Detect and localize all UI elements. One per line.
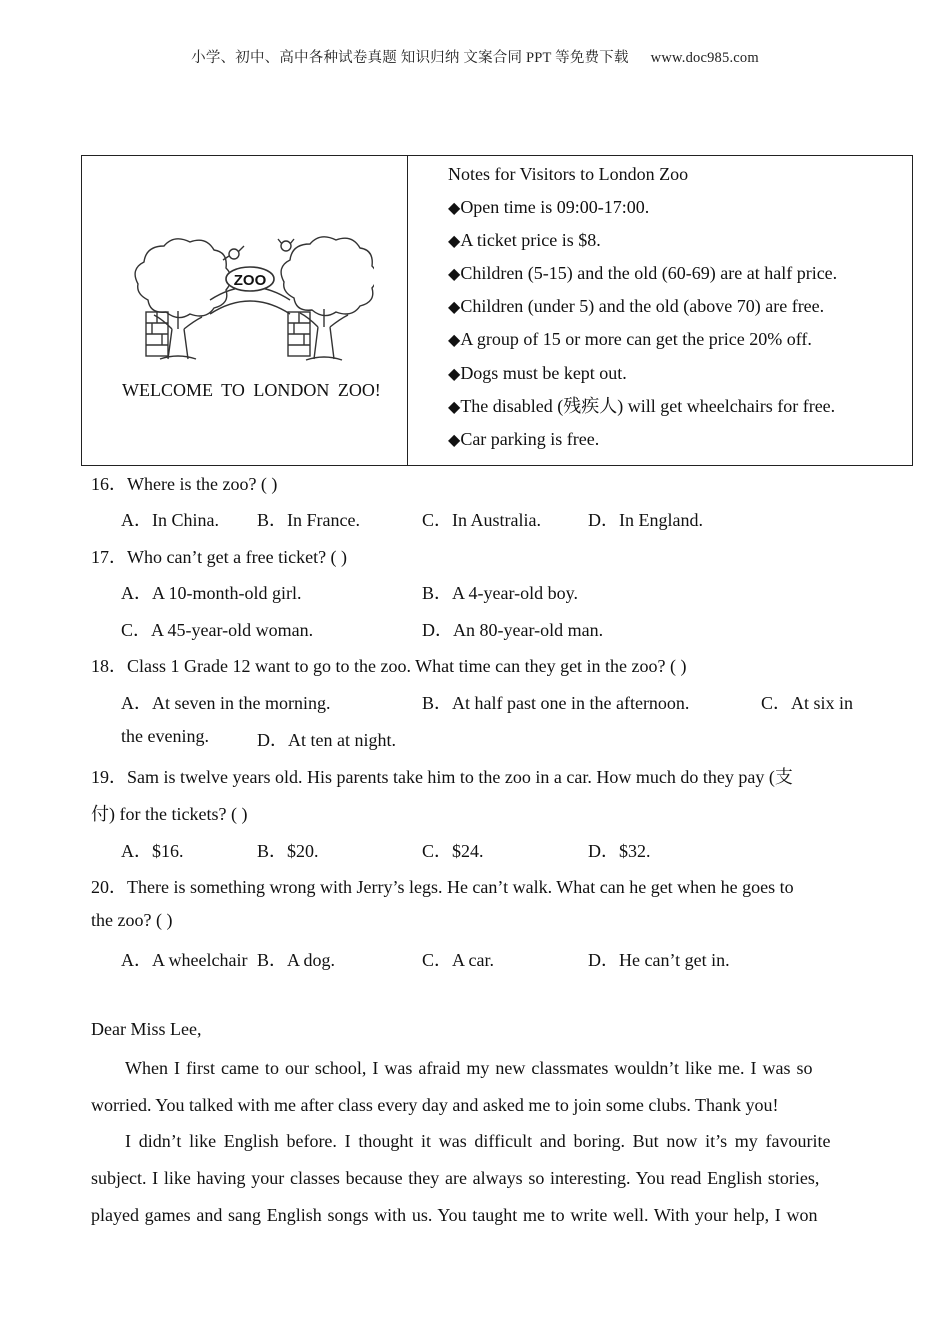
question-20-stem: 20．There is something wrong with Jerry’s legs. He can’t walk. What can he get when he goes to — [91, 877, 794, 897]
question-17-stem: 17．Who can’t get a free ticket? ( ) — [91, 547, 348, 567]
question-19-stem-continued: 付) for the tickets? ( ) — [91, 804, 248, 824]
question-20-stem-continued: the zoo? ( ) — [91, 910, 173, 930]
note-item: ◆Open time is 09:00-17:00. — [448, 197, 650, 218]
visitor-notes — [448, 162, 837, 460]
diamond-bullet-icon: ◆ — [448, 233, 461, 251]
letter-p2-line-2: subject. I like having your classes because they are always so interesting. You read English stories, — [91, 1168, 820, 1188]
q19-option-c[interactable]: C．$24. — [422, 841, 484, 861]
q18-option-a[interactable]: A．At seven in the morning. — [121, 693, 331, 713]
q19-option-a[interactable]: A．$16. — [121, 841, 184, 861]
q20-option-c[interactable]: C．A car. — [422, 950, 494, 970]
question-18-stem: 18．Class 1 Grade 12 want to go to the zoo. What time can they get in the zoo? ( ) — [91, 656, 687, 676]
diamond-bullet-icon: ◆ — [448, 266, 461, 284]
info-table — [81, 155, 913, 466]
q18-option-c-continued[interactable]: the evening. — [121, 726, 209, 746]
zoo-gate-illustration — [126, 234, 374, 369]
letter-p2-line-1: I didn’t like English before. I thought it was difficult and boring. But now it’s my favourite — [125, 1131, 831, 1151]
q19-option-b[interactable]: B．$20. — [257, 841, 319, 861]
diamond-bullet-icon: ◆ — [448, 332, 461, 350]
letter-p1-line-2: worried. You talked with me after class every day and asked me to join some clubs. Thank you! — [91, 1095, 779, 1115]
question-16-stem: 16．Where is the zoo? ( ) — [91, 474, 278, 494]
note-item: ◆Car parking is free. — [448, 428, 600, 449]
q20-option-d[interactable]: D．He can’t get in. — [588, 950, 730, 970]
note-item: ◆Children (5-15) and the old (60-69) are at half price. — [448, 263, 838, 284]
q16-option-d[interactable]: D．In England. — [588, 510, 703, 530]
q16-option-b[interactable]: B．In France. — [257, 510, 360, 530]
note-item: ◆A group of 15 or more can get the price 20% off. — [448, 329, 812, 350]
diamond-bullet-icon: ◆ — [448, 200, 461, 218]
zoo-picture-cell — [82, 156, 408, 465]
letter-p2-line-3: played games and sang English songs with us. You taught me to write well. With your help, I won — [91, 1205, 818, 1225]
diamond-bullet-icon: ◆ — [448, 431, 461, 449]
q16-option-c[interactable]: C．In Australia. — [422, 510, 541, 530]
diamond-bullet-icon: ◆ — [448, 299, 461, 317]
letter-p1-line-1: When I first came to our school, I was afraid my new classmates wouldn’t like me. I was so — [125, 1058, 813, 1078]
q17-option-d[interactable]: D．An 80-year-old man. — [422, 620, 604, 640]
welcome-caption: WELCOME TO LONDON ZOO! — [122, 380, 381, 400]
question-19-stem: 19．Sam is twelve years old. His parents take him to the zoo in a car. How much do they pay (支 — [91, 767, 793, 787]
header-site[interactable]: www.doc985.com — [650, 50, 759, 66]
note-item: ◆A ticket price is $8. — [448, 230, 601, 251]
q19-option-d[interactable]: D．$32. — [588, 841, 651, 861]
q20-option-b[interactable]: B．A dog. — [257, 950, 336, 970]
q17-option-c[interactable]: C．A 45-year-old woman. — [121, 620, 314, 640]
notes-title: Notes for Visitors to London Zoo — [448, 164, 689, 184]
page-header — [0, 46, 950, 67]
q20-option-a[interactable]: A．A wheelchair — [121, 950, 248, 970]
letter-paragraph-1 — [91, 1055, 858, 1129]
letter-paragraph-2 — [91, 1128, 858, 1239]
zoo-sign-text: ZOO — [233, 272, 267, 289]
q18-option-d[interactable]: D．At ten at night. — [257, 730, 396, 750]
diamond-bullet-icon: ◆ — [448, 365, 461, 383]
header-text: 小学、初中、高中各种试卷真题 知识归纳 文案合同 PPT 等免费下载 — [191, 50, 629, 66]
note-item: ◆Children (under 5) and the old (above 70) are free. — [448, 296, 825, 317]
q17-option-a[interactable]: A．A 10-month-old girl. — [121, 583, 302, 603]
diamond-bullet-icon: ◆ — [448, 398, 461, 416]
note-item: ◆Dogs must be kept out. — [448, 362, 627, 383]
q18-option-b[interactable]: B．At half past one in the afternoon. — [422, 693, 690, 713]
note-item: ◆The disabled (残疾人) will get wheelchairs for free. — [448, 395, 836, 416]
q16-option-a[interactable]: A．In China. — [121, 510, 219, 530]
letter-greeting: Dear Miss Lee, — [91, 1019, 202, 1039]
q17-option-b[interactable]: B．A 4-year-old boy. — [422, 583, 578, 603]
q18-option-c[interactable]: C．At six in — [761, 693, 854, 713]
